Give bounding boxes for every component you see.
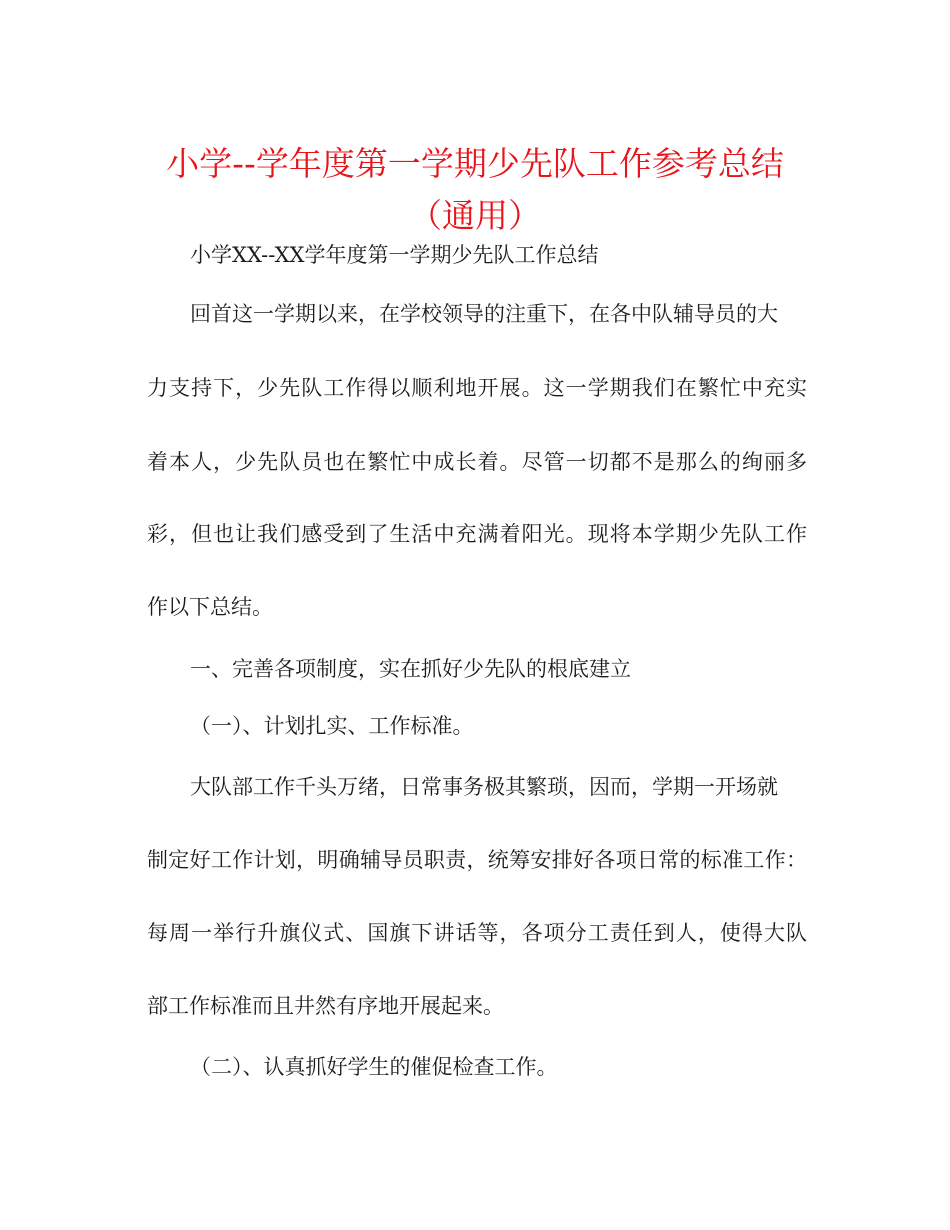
intro-line-1: 回首这一学期以来，在学校领导的注重下，在各中队辅导员的大: [190, 302, 778, 326]
document-subtitle: 小学XX--XX学年度第一学期少先队工作总结: [190, 243, 599, 267]
subsection-2-heading: （二）、认真抓好学生的催促检查工作。: [190, 1055, 558, 1079]
document-title: 小学--学年度第一学期少先队工作参考总结（通用）: [166, 144, 784, 235]
subsection-1-line-4: 部工作标准而且井然有序地开展起来。: [147, 994, 504, 1018]
subsection-1-line-3: 每周一举行升旗仪式、国旗下讲话等，各项分工责任到人，使得大队: [147, 921, 807, 945]
intro-line-5: 作以下总结。: [147, 595, 273, 619]
intro-line-3: 着本人，少先队员也在繁忙中成长着。尽管一切都不是那么的绚丽多: [147, 450, 807, 474]
subsection-1-line-2: 制定好工作计划，明确辅导员职责，统筹安排好各项日常的标准工作：: [147, 848, 807, 872]
intro-line-4: 彩，但也让我们感受到了生活中充满着阳光。现将本学期少先队工作: [147, 522, 807, 546]
subsection-1-line-1: 大队部工作千头万绪，日常事务极其繁琐，因而，学期一开场就: [190, 775, 778, 799]
subsection-1-heading: （一）、计划扎实、工作标准。: [190, 714, 474, 738]
intro-line-2: 力支持下，少先队工作得以顺利地开展。这一学期我们在繁忙中充实: [147, 376, 807, 400]
section-1-heading: 一、完善各项制度，实在抓好少先队的根底建立: [190, 657, 631, 681]
